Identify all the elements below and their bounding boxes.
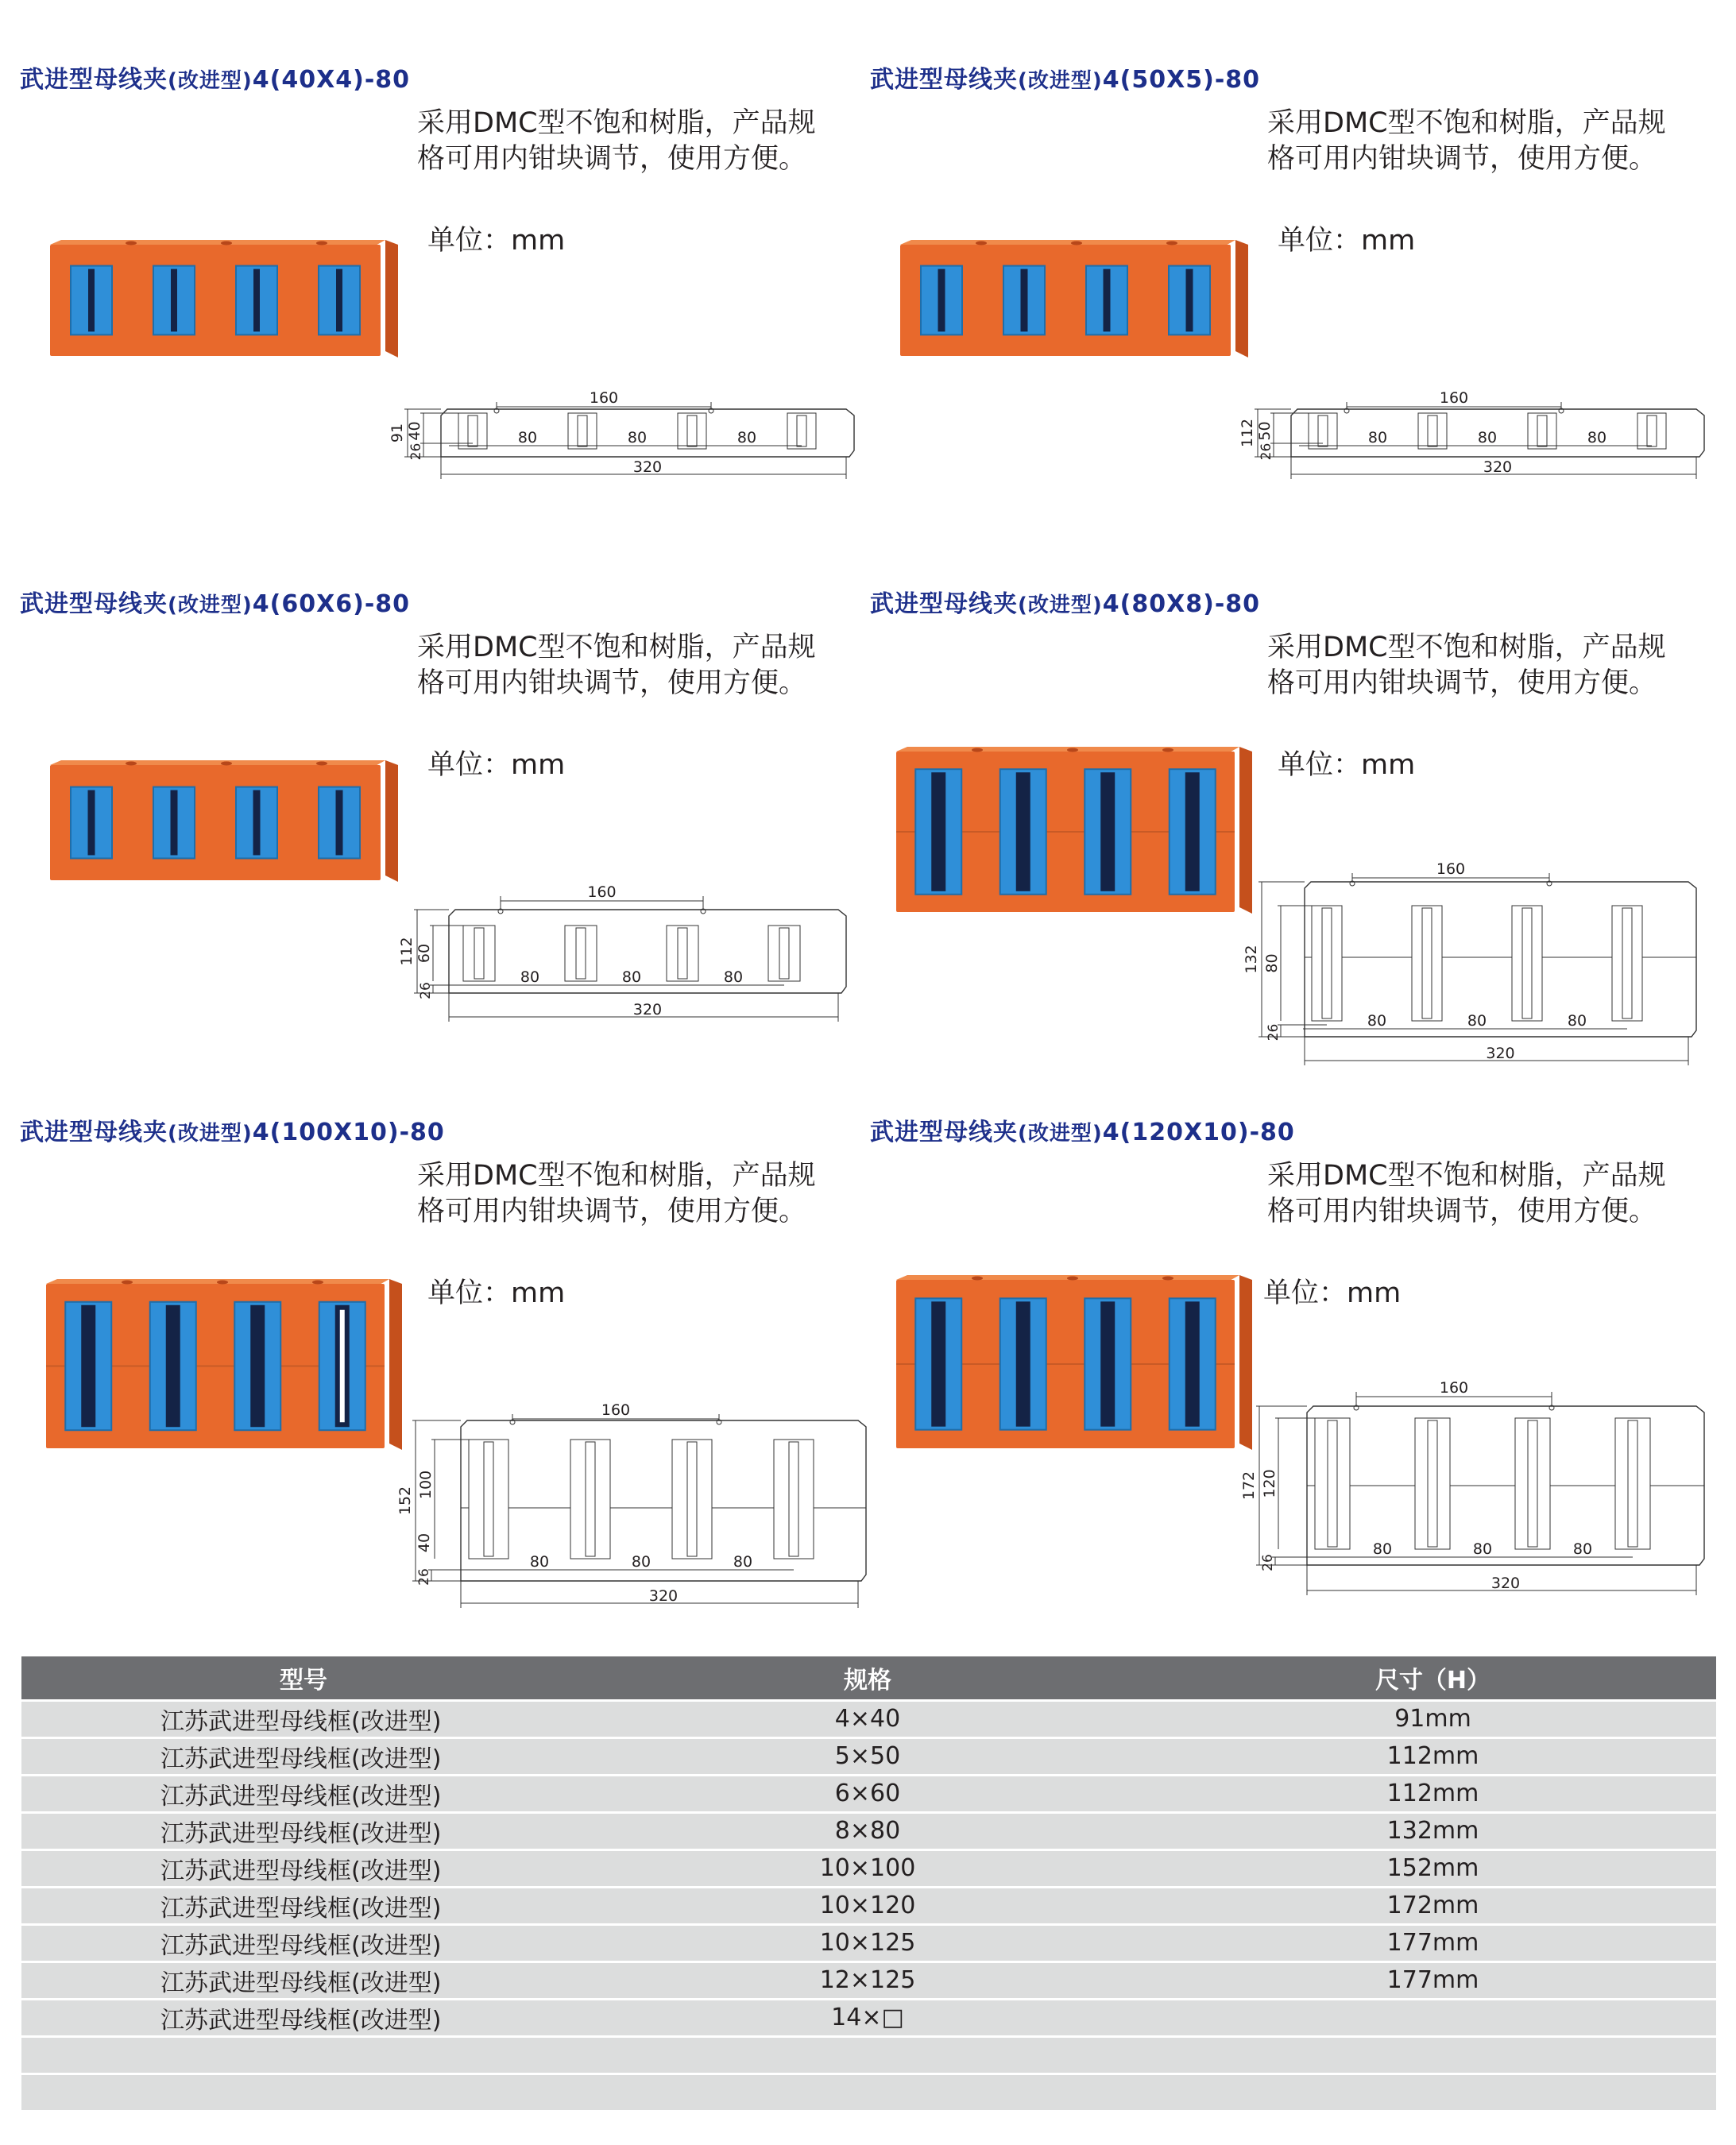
mount-hole [312, 1281, 323, 1285]
dimension-label: 26 [1266, 1023, 1282, 1042]
table-row [21, 1700, 1716, 1737]
product-description: 采用DMC型不饱和树脂，产品规 格可用内钳块调节，使用方便。 [1267, 632, 1666, 699]
product-description: 采用DMC型不饱和树脂，产品规 格可用内钳块调节，使用方便。 [1267, 107, 1666, 175]
table-row [21, 1887, 1716, 1924]
dimension-label: 50 [1256, 421, 1274, 441]
cell-height: 177mm [1150, 1924, 1716, 1961]
table-row [21, 1812, 1716, 1849]
mount-hole [976, 242, 987, 245]
dimension-drawing [396, 1390, 870, 1652]
busbar-slot [81, 1305, 95, 1427]
table-row [21, 1924, 1716, 1961]
dimension-label: 160 [587, 883, 617, 901]
busbar-slot [938, 269, 945, 332]
dimension-label: 320 [1483, 458, 1513, 476]
dimension-label: 80 [1472, 1540, 1493, 1558]
product-title: 武进型母线夹(改进型)4(50X5)-80 [870, 66, 1261, 94]
product-title: 武进型母线夹(改进型)4(40X4)-80 [20, 66, 411, 94]
product-photo [894, 230, 1251, 365]
slot-outline [1315, 1418, 1350, 1549]
busbar-slot [336, 269, 342, 332]
slot-outline [1515, 1418, 1550, 1549]
cell-model: 江苏武进型母线框(改进型) [21, 1961, 586, 1999]
busbar-slot [1100, 1301, 1115, 1426]
mount-hole [1071, 242, 1082, 245]
cell-model: 江苏武进型母线框(改进型) [21, 1775, 586, 1812]
cell-spec: 5×50 [586, 1737, 1150, 1775]
cell-model [21, 2074, 586, 2111]
dimension-label: 91 [389, 423, 406, 443]
cell-height [1150, 1999, 1716, 2036]
table-row [21, 2036, 1716, 2074]
product-title: 武进型母线夹(改进型)4(100X10)-80 [20, 1119, 445, 1146]
dimension-drawing [1239, 389, 1720, 584]
busbar-slot [88, 790, 95, 856]
cell-model: 江苏武进型母线框(改进型) [21, 1700, 586, 1737]
dimension-label: 160 [589, 389, 619, 407]
cell-model: 江苏武进型母线框(改进型) [21, 1924, 586, 1961]
product-photo [890, 1267, 1255, 1458]
mount-hole [1067, 748, 1078, 752]
table-header-row [21, 1656, 1716, 1700]
unit-label: 单位：mm [1278, 225, 1416, 257]
cell-model: 江苏武进型母线框(改进型) [21, 1999, 586, 2036]
dimension-label: 40 [416, 1532, 433, 1553]
dimension-label: 320 [632, 1001, 663, 1018]
busbar-slot [88, 269, 95, 332]
cell-spec: 6×60 [586, 1775, 1150, 1812]
dimension-label: 160 [1439, 389, 1469, 407]
cell-model: 江苏武进型母线框(改进型) [21, 1812, 586, 1849]
mount-hole [122, 1281, 133, 1285]
product-description: 采用DMC型不饱和树脂，产品规 格可用内钳块调节，使用方便。 [1267, 1160, 1666, 1227]
table-row [21, 1961, 1716, 1999]
busbar-slot [253, 269, 260, 332]
mount-hole [316, 242, 327, 245]
product-title: 武进型母线夹(改进型)4(120X10)-80 [870, 1119, 1295, 1146]
dimension-drawing [1243, 838, 1720, 1108]
busbar-slot [171, 269, 177, 332]
product-block [20, 584, 870, 1108]
dimension-label: 80 [737, 429, 757, 446]
table-row [21, 1737, 1716, 1775]
mount-hole [221, 242, 232, 245]
cell-model: 江苏武进型母线框(改进型) [21, 1887, 586, 1924]
dimension-label: 40 [406, 421, 423, 441]
mount-hole [316, 762, 327, 766]
dimension-label: 80 [1263, 953, 1281, 973]
dimension-label: 80 [1467, 1012, 1487, 1030]
cell-model [21, 2036, 586, 2074]
cell-spec: 10×100 [586, 1849, 1150, 1887]
clamp-side [1235, 240, 1248, 358]
mount-hole [972, 748, 983, 752]
dimension-label: 80 [627, 429, 648, 446]
dimension-label: 160 [601, 1401, 631, 1419]
slot-outline [667, 926, 698, 981]
dimension-drawing [389, 389, 870, 584]
cell-spec: 8×80 [586, 1812, 1150, 1849]
cell-spec: 10×120 [586, 1887, 1150, 1924]
mount-hole [221, 762, 232, 766]
slot-outline [463, 926, 495, 981]
cell-height [1150, 2036, 1716, 2074]
slot-outline [678, 413, 706, 449]
header-spec: 规格 [586, 1656, 1150, 1700]
product-block [870, 1112, 1720, 1637]
dimension-label: 80 [1587, 429, 1607, 446]
mount-hole [1067, 1277, 1078, 1281]
dimension-label: 132 [1243, 945, 1260, 974]
busbar-slot [171, 790, 178, 856]
dimension-label: 60 [416, 943, 433, 964]
slot-outline [1412, 906, 1442, 1021]
dimension-label: 160 [1436, 860, 1466, 878]
product-photo [44, 751, 401, 890]
product-title: 武进型母线夹(改进型)4(80X8)-80 [870, 590, 1261, 618]
slot-outline [570, 1440, 610, 1559]
dimension-label: 26 [416, 1568, 432, 1586]
cell-height: 112mm [1150, 1775, 1716, 1812]
busbar-highlight [340, 1310, 345, 1422]
slot-outline [672, 1440, 712, 1559]
cell-spec [586, 2074, 1150, 2111]
dimension-label: 320 [1490, 1575, 1521, 1592]
cell-height: 152mm [1150, 1849, 1716, 1887]
table-row [21, 1999, 1716, 2036]
cell-spec [586, 2036, 1150, 2074]
dimension-label: 80 [529, 1553, 550, 1571]
busbar-slot [336, 790, 343, 856]
slot-outline [1528, 413, 1556, 449]
header-model: 型号 [21, 1656, 586, 1700]
busbar-slot [1186, 269, 1193, 332]
cell-height: 177mm [1150, 1961, 1716, 1999]
dimension-label: 26 [1260, 1554, 1276, 1571]
slot-outline [787, 413, 816, 449]
product-photo [44, 230, 401, 365]
mount-hole [1162, 1277, 1173, 1281]
table-row [21, 1849, 1716, 1887]
mount-hole [972, 1277, 983, 1281]
busbar-slot [1100, 772, 1115, 891]
dimension-label: 160 [1439, 1379, 1469, 1397]
dimension-label: 320 [632, 458, 663, 476]
slot-outline [1512, 906, 1542, 1021]
dimension-label: 80 [517, 429, 538, 446]
cell-spec: 10×125 [586, 1924, 1150, 1961]
busbar-slot [931, 772, 945, 891]
slot-outline [774, 1440, 814, 1559]
dimension-label: 80 [631, 1553, 651, 1571]
busbar-slot [1185, 772, 1200, 891]
slot-outline [469, 1440, 508, 1559]
dimension-label: 80 [1367, 429, 1388, 446]
clamp-side [389, 1279, 402, 1450]
cell-spec: 4×40 [586, 1700, 1150, 1737]
product-block [870, 584, 1720, 1108]
dimension-label: 80 [1477, 429, 1498, 446]
product-photo [890, 739, 1255, 922]
product-block [20, 60, 870, 584]
busbar-slot [1185, 1301, 1200, 1426]
product-description: 采用DMC型不饱和树脂，产品规 格可用内钳块调节，使用方便。 [417, 632, 816, 699]
dimension-drawing [398, 883, 870, 1108]
dimension-label: 152 [396, 1486, 414, 1516]
slot-outline [565, 926, 597, 981]
dimension-label: 172 [1240, 1471, 1258, 1501]
clamp-side [385, 240, 398, 358]
busbar-slot [1104, 269, 1111, 332]
unit-label: 单位：mm [427, 1277, 566, 1309]
mount-hole [1166, 242, 1177, 245]
dimension-label: 320 [648, 1587, 679, 1605]
cell-height: 112mm [1150, 1737, 1716, 1775]
slot-outline [1637, 413, 1666, 449]
busbar-slot [250, 1305, 265, 1427]
dimension-label: 26 [1259, 443, 1274, 461]
spec-table [21, 1656, 1716, 2112]
slot-outline [1312, 906, 1342, 1021]
busbar-slot [166, 1305, 180, 1427]
dimension-label: 26 [408, 443, 424, 461]
slot-outline [768, 926, 800, 981]
dimension-label: 80 [733, 1553, 753, 1571]
dimension-label: 112 [1239, 418, 1256, 448]
cell-height [1150, 2074, 1716, 2111]
table-row [21, 2074, 1716, 2111]
mount-hole [126, 242, 137, 245]
table-row [21, 1775, 1716, 1812]
cell-spec: 12×125 [586, 1961, 1150, 1999]
dimension-label: 100 [417, 1470, 435, 1500]
header-height: 尺寸（H） [1150, 1656, 1716, 1700]
busbar-slot [1021, 269, 1028, 332]
dimension-label: 80 [723, 968, 744, 986]
unit-label: 单位：mm [1263, 1277, 1402, 1309]
dimension-label: 80 [1367, 1012, 1387, 1030]
slot-outline [1415, 1418, 1450, 1549]
unit-label: 单位：mm [427, 225, 566, 257]
clamp-side [385, 760, 398, 882]
dimension-label: 80 [621, 968, 642, 986]
cell-height: 172mm [1150, 1887, 1716, 1924]
unit-label: 单位：mm [1278, 749, 1416, 781]
dimension-label: 320 [1486, 1045, 1515, 1062]
slot-outline [1612, 906, 1642, 1021]
dimension-label: 26 [418, 982, 434, 999]
product-photo [40, 1271, 405, 1458]
mount-hole [126, 762, 137, 766]
product-description: 采用DMC型不饱和树脂，产品规 格可用内钳块调节，使用方便。 [417, 107, 816, 175]
slot-outline [1615, 1418, 1650, 1549]
busbar-slot [1016, 772, 1030, 891]
dimension-label: 80 [520, 968, 540, 986]
unit-label: 单位：mm [427, 749, 566, 781]
mount-hole [217, 1281, 228, 1285]
mount-hole [1162, 748, 1173, 752]
product-block [870, 60, 1720, 584]
dimension-label: 80 [1572, 1540, 1593, 1558]
product-block [20, 1112, 870, 1637]
cell-spec: 14×□ [586, 1999, 1150, 2036]
dimension-label: 80 [1567, 1012, 1587, 1030]
busbar-slot [1016, 1301, 1030, 1426]
product-title: 武进型母线夹(改进型)4(60X6)-80 [20, 590, 411, 618]
product-description: 采用DMC型不饱和树脂，产品规 格可用内钳块调节，使用方便。 [417, 1160, 816, 1227]
dimension-label: 80 [1372, 1540, 1393, 1558]
slot-outline [1418, 413, 1447, 449]
busbar-slot [931, 1301, 945, 1426]
dimension-drawing [1240, 1366, 1720, 1637]
cell-height: 91mm [1150, 1700, 1716, 1737]
dimension-label: 120 [1261, 1469, 1278, 1498]
cell-height: 132mm [1150, 1812, 1716, 1849]
busbar-slot [253, 790, 261, 856]
slot-outline [568, 413, 597, 449]
dimension-label: 112 [398, 937, 416, 966]
cell-model: 江苏武进型母线框(改进型) [21, 1737, 586, 1775]
cell-model: 江苏武进型母线框(改进型) [21, 1849, 586, 1887]
